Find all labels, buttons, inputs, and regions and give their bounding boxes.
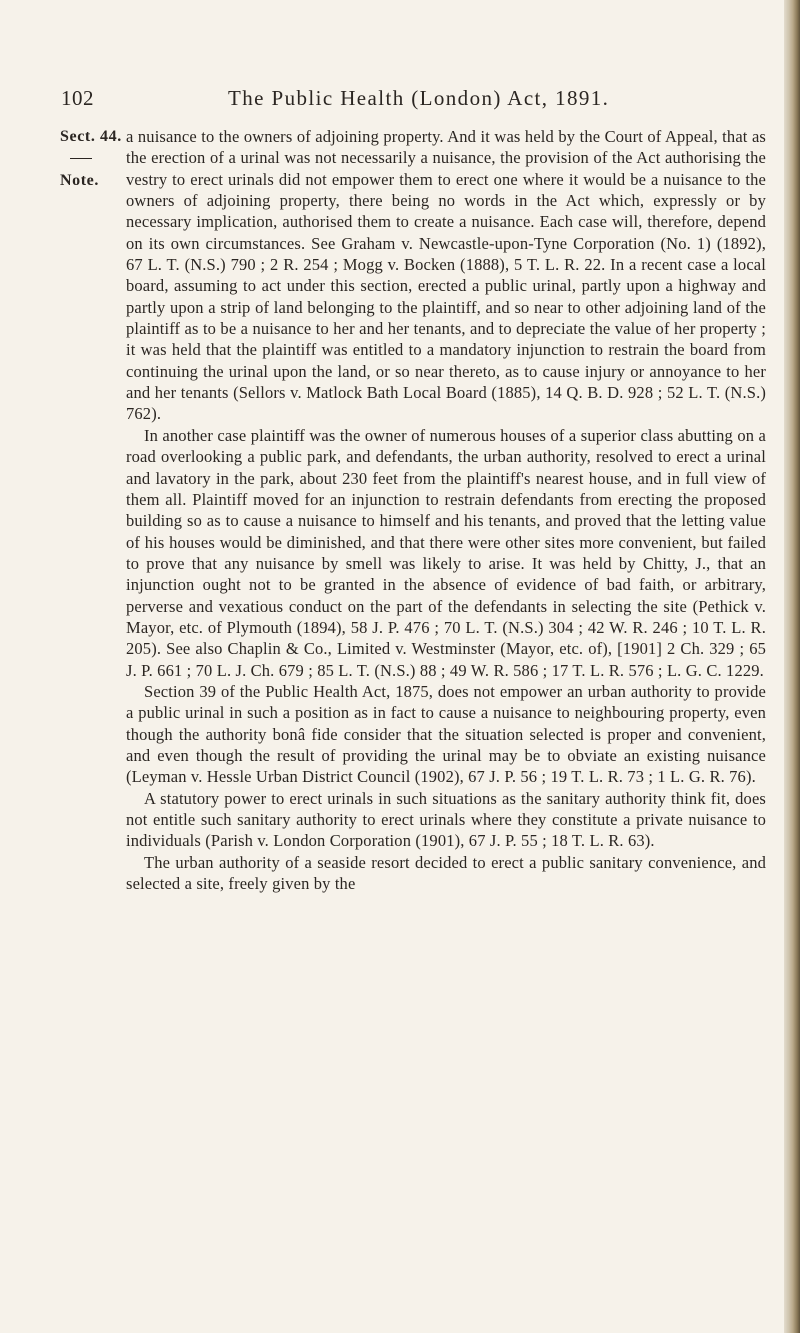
page-number: 102 xyxy=(61,86,94,110)
running-head: The Public Health (London) Act, 1891. xyxy=(228,86,610,110)
paragraph: The urban authority of a seaside resort decided to erect a public sanitary convenience, and selected a site, freely given by the xyxy=(126,852,766,894)
note-margin-label: Note. xyxy=(60,172,99,189)
section-margin-label: Sect. 44. xyxy=(60,128,122,145)
paragraph: A statutory power to erect urinals in such situations as the sanitary authority think fit, does not entitle such sanitary authority to erect urinals where they constitute a private nuisance to individuals (Parish v. London Corporation (1901), 67 J. P. 55 ; 18 T. L. R. 63). xyxy=(126,788,766,851)
paragraph: Section 39 of the Public Health Act, 1875, does not empower an urban authority to provide a public urinal in such a position as in fact to cause a nuisance to neighbouring property, even though the authority bonâ fide consider that the situation selected is proper and convenient, and even though the result of providing the urinal may be to obviate an existing nuisance (Leyman v. Hessle Urban District Council (1902), 67 J. P. 56 ; 19 T. L. R. 73 ; 1 L. G. R. 76). xyxy=(126,681,766,787)
margin-rule xyxy=(70,158,92,159)
page-binding-edge xyxy=(784,0,800,1333)
paragraph: a nuisance to the owners of adjoining property. And it was held by the Court of Appeal, that as the erection of a urinal was not necessarily a nuisance, the provision of the Act authorising the vestry to erect urinals did not empower them to erect one where it would be a nuisance to the owners of adjoining property, there being no words in the Act which, expressly or by necessary implication, authorised them to create a nuisance. Each case will, therefore, depend on its own circumstances. See Graham v. Newcastle-upon-Tyne Corporation (No. 1) (1892), 67 L. T. (N.S.) 790 ; 2 R. 254 ; Mogg v. Bocken (1888), 5 T. L. R. 22. In a recent case a local board, assuming to act under this section, erected a public urinal, partly upon a highway and partly upon a strip of land belonging to the plaintiff, and so near to other adjoining land of the plaintiff as to be a nuisance to her and her tenants, and to depreciate the value of her property ; it was held that the plaintiff was entitled to a mandatory injunction to restrain the board from continuing the urinal upon the land, or so near thereto, as to cause injury or annoyance to her and her tenants (Sellors v. Matlock Bath Local Board (1885), 14 Q. B. D. 928 ; 52 L. T. (N.S.) 762). xyxy=(126,127,766,424)
body-text xyxy=(126,126,766,894)
paragraph: In another case plaintiff was the owner of numerous houses of a superior class abutting on a road overlooking a public park, and defendants, the urban authority, resolved to erect a urinal and lavatory in the park, about 230 feet from the plaintiff's nearest house, and in full view of them all. Plaintiff moved for an injunction to restrain defendants from erecting the proposed building so as to cause a nuisance to himself and his tenants, and proved that the letting value of his houses would be diminished, and that there were other sites more convenient, but failed to prove that any nuisance by smell was likely to arise. It was held by Chitty, J., that an injunction ought not to be granted in the absence of evidence of bad faith, or arbitrary, perverse and vexatious conduct on the part of the defendants in selecting the site (Pethick v. Mayor, etc. of Plymouth (1894), 58 J. P. 476 ; 70 L. T. (N.S.) 304 ; 42 W. R. 246 ; 10 T. L. R. 205). See also Chaplin & Co., Limited v. Westminster (Mayor, etc. of), [1901] 2 Ch. 329 ; 65 J. P. 661 ; 70 L. J. Ch. 679 ; 85 L. T. (N.S.) 88 ; 49 W. R. 586 ; 17 T. L. R. 576 ; L. G. C. 1229. xyxy=(126,425,766,680)
